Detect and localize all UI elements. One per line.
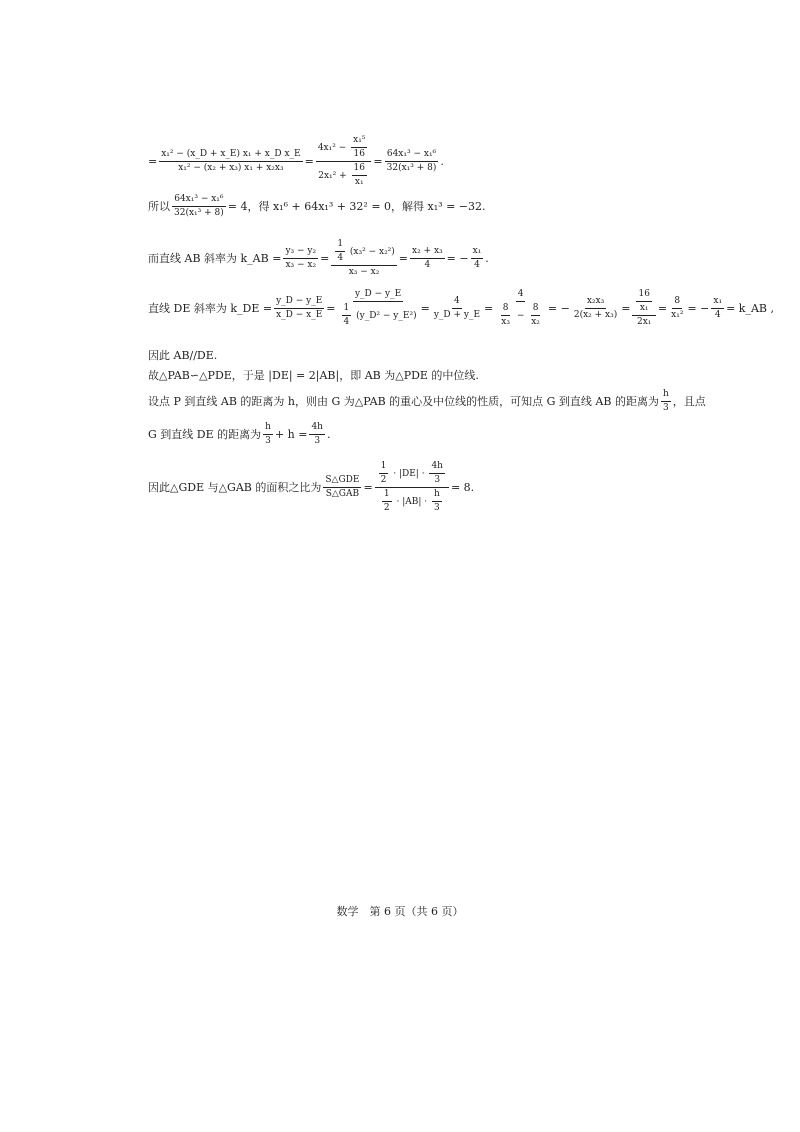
equals-sign: = [657, 302, 668, 315]
fraction-1 [283, 247, 318, 270]
fraction-8 [711, 297, 724, 320]
fraction-denominator: 2(x₂ + x₃) [573, 310, 618, 320]
inner-denominator: 4 [337, 253, 344, 263]
punctuation: = 8. [450, 481, 475, 494]
inner-numerator: 1 [379, 462, 389, 474]
equation-line-1 [148, 136, 444, 187]
fraction-denominator: x₁² − (x₂ + x₃) x₁ + x₂x₃ [178, 163, 284, 173]
fraction-denominator: 32(x₁³ + 8) [174, 208, 224, 218]
numerator-term: (x₃² − x₂²) [349, 247, 395, 257]
fraction-numerator: x₁ [711, 297, 724, 309]
inner-fraction [352, 164, 367, 187]
punctuation: . [326, 428, 331, 441]
fraction-numerator: 8 [672, 297, 682, 309]
fraction-denominator [495, 302, 546, 327]
fraction [172, 195, 226, 218]
fraction-numerator [375, 462, 449, 488]
inner-fraction [351, 136, 367, 159]
fraction-4 [471, 247, 484, 270]
punctuation: . [440, 155, 444, 168]
fraction-denominator: 4 [424, 260, 431, 270]
fraction-numerator: x₁ [471, 247, 484, 259]
fraction-numerator: h [661, 390, 671, 402]
inner-denominator: x₁ [354, 177, 364, 187]
equation-line-8 [148, 423, 330, 446]
fraction-5 [572, 297, 619, 320]
fraction-denominator: 4 [474, 260, 480, 270]
inner-fraction [636, 290, 651, 313]
fraction-denominator: S△GAB [325, 489, 360, 499]
fraction-4 [495, 290, 546, 327]
fraction-numerator: y₃ − y₂ [283, 247, 318, 259]
equals-sign: = − [446, 252, 469, 265]
text-line-6 [148, 370, 479, 381]
minus-sign: − [516, 311, 525, 321]
inner-numerator: h [432, 490, 442, 502]
fraction-numerator: h [263, 423, 273, 435]
fraction-denominator: x₁² [671, 310, 684, 320]
fraction-numerator: 4h [309, 423, 325, 435]
equals-sign: = [484, 302, 494, 315]
fraction-denominator: x₃ − x₂ [348, 267, 380, 277]
inner-fraction [342, 304, 352, 327]
denominator-term: 2x₁² + [318, 171, 347, 181]
inner-numerator: 16 [636, 290, 651, 302]
fraction-denominator [338, 302, 419, 327]
equation-middle: + h = [274, 428, 308, 441]
denominator-term: (y_D² − y_E²) [356, 311, 417, 321]
fraction-denominator [316, 162, 371, 187]
fraction-denominator: x_D − x_E [276, 310, 323, 320]
paragraph-text: ，且点 [672, 395, 706, 408]
equals-sign: = [363, 481, 373, 494]
fraction-numerator [316, 136, 372, 162]
inner-denominator: 4 [343, 317, 350, 327]
inner-numerator: 8 [531, 304, 541, 316]
inner-denominator: 2 [383, 503, 390, 513]
equation-line-3 [148, 240, 489, 277]
fraction-denominator: 32(x₁³ + 8) [386, 163, 437, 173]
fraction-7 [669, 297, 685, 320]
fraction-2 [331, 240, 396, 277]
fraction-area-ratio [323, 476, 361, 499]
paragraph-text: 故△PAB∽△PDE，于是 |DE| = 2|AB|，即 AB 为△PDE 的中位线. [148, 369, 479, 382]
inner-fraction [429, 462, 445, 485]
text-prefix: 而直线 AB 斜率为 k_AB = [148, 252, 282, 265]
text-prefix: G 到直线 DE 的距离为 [148, 428, 262, 441]
inner-numerator: 1 [342, 304, 352, 316]
equals-sign: = [320, 252, 330, 265]
equation-line-2 [148, 195, 486, 218]
text-line-7 [148, 390, 706, 413]
fraction-numerator: x₂x₃ [585, 297, 606, 309]
text-body: = 4，得 x₁⁶ + 64x₁³ + 32² = 0，解得 x₁³ = −32. [227, 200, 486, 213]
inner-numerator: 16 [352, 164, 367, 176]
fraction-numerator [331, 240, 396, 266]
fraction-denominator: x₃ − x₂ [285, 260, 317, 270]
equation-line-4 [148, 290, 774, 327]
inner-fraction [382, 490, 392, 513]
equals-sign: = [621, 302, 631, 315]
inner-fraction [499, 304, 512, 327]
fraction-numerator: x₂ + x₃ [410, 247, 445, 259]
fraction-big [375, 462, 449, 513]
inner-fraction [529, 304, 542, 327]
punctuation: . [485, 252, 489, 265]
fraction-2 [316, 136, 372, 187]
fraction-denominator: 3 [662, 403, 669, 413]
fraction-denominator: 3 [265, 436, 271, 446]
fraction-denominator: y_D + y_E [433, 310, 481, 320]
fraction-2 [309, 423, 325, 446]
inner-fraction [379, 462, 389, 485]
fraction-numerator: 4 [452, 297, 462, 309]
inner-numerator: 8 [501, 304, 511, 316]
fraction-denominator: 4 [714, 310, 721, 320]
equals-sign: = [304, 155, 314, 168]
fraction-3 [410, 247, 445, 270]
inner-fraction [335, 240, 345, 263]
text-line-5 [148, 350, 217, 361]
inner-denominator: x₂ [531, 317, 540, 327]
fraction-numerator: x₁² − (x_D + x_E) x₁ + x_D x_E [159, 150, 302, 162]
equals-sign: = [326, 302, 336, 315]
inner-denominator: 3 [434, 503, 440, 513]
inner-denominator: x₁ [639, 303, 649, 313]
inner-numerator: 1 [335, 240, 345, 252]
text-prefix: 所以 [148, 200, 170, 213]
paragraph-text: 因此 AB//DE. [148, 349, 218, 362]
equals-sign: = [398, 252, 409, 265]
inner-fraction [432, 490, 442, 513]
fraction-3 [432, 297, 482, 320]
inner-denominator: 16 [353, 149, 365, 159]
fraction-numerator: 64x₁³ − x₁⁶ [172, 195, 225, 207]
fraction-numerator: y_D − y_E [274, 297, 324, 309]
inner-numerator: x₁⁵ [351, 136, 367, 148]
numerator-term: 4x₁² − [317, 143, 347, 153]
equals-sign: = [420, 302, 430, 315]
fraction-denominator: 3 [314, 436, 321, 446]
fraction-numerator: 4 [516, 290, 526, 302]
fraction-numerator: S△GDE [323, 476, 361, 488]
fraction-numerator: 64x₁³ − x₁⁶ [385, 150, 438, 162]
equals-sign: = [373, 155, 383, 168]
inner-numerator: 1 [382, 490, 392, 502]
inner-numerator: 4h [429, 462, 445, 474]
fraction-2 [338, 290, 419, 327]
denominator-term: · |AB| · [396, 497, 428, 507]
equals-sign: = [148, 155, 158, 168]
fraction-1 [263, 423, 273, 446]
equals-sign: = − [687, 302, 710, 315]
inner-denominator: 2 [380, 475, 387, 485]
fraction-denominator [378, 488, 446, 513]
fraction-1 [274, 297, 324, 320]
inner-denominator: 3 [434, 475, 441, 485]
fraction-3 [385, 150, 439, 173]
fraction-denominator: 2x₁ [636, 317, 652, 327]
fraction-1 [159, 150, 302, 173]
fraction [661, 390, 671, 413]
equation-line-9 [148, 462, 474, 513]
page-footer: 数学 第 6 页（共 6 页） [336, 905, 464, 918]
fraction-6 [632, 290, 655, 327]
fraction-numerator [632, 290, 655, 316]
punctuation: = k_AB , [726, 302, 774, 315]
fraction-numerator: y_D − y_E [353, 290, 403, 302]
text-prefix: 因此△GDE 与△GAB 的面积之比为 [148, 481, 322, 494]
numerator-term: · |DE| · [393, 469, 425, 479]
text-prefix: 直线 DE 斜率为 k_DE = [148, 302, 273, 315]
equals-sign: = − [547, 302, 570, 315]
paragraph-text: 设点 P 到直线 AB 的距离为 h，则由 G 为△PAB 的重心及中位线的性质，可知点 G 到直线 AB 的距离为 [148, 395, 659, 408]
inner-denominator: x₃ [501, 317, 510, 327]
